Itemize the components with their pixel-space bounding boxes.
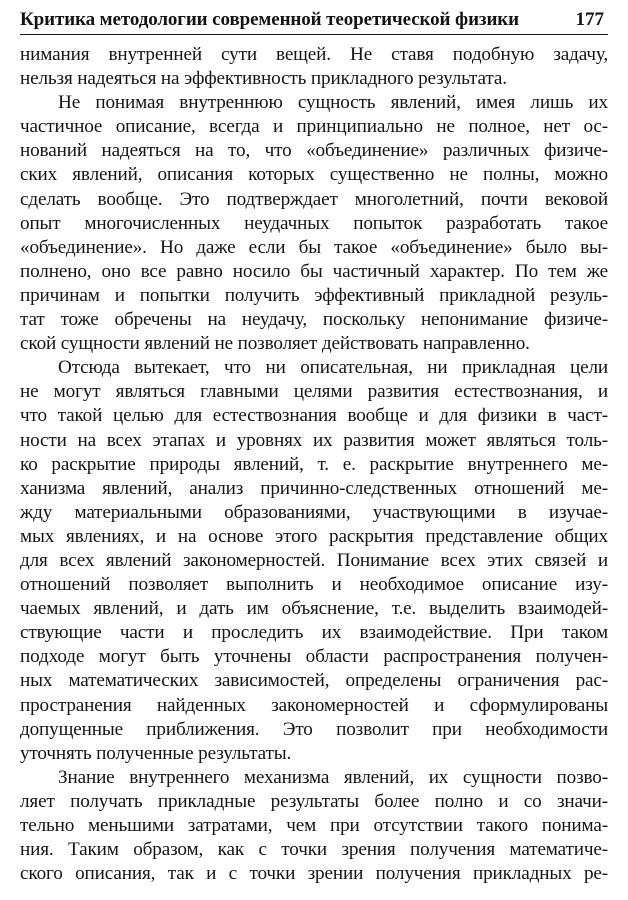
text-line: нований надеяться на то, что «объединение» различных физиче-	[20, 140, 608, 162]
body-text	[20, 43, 608, 886]
text-line: опыт многочисленных неудачных попыток разработать такое	[20, 212, 608, 234]
text-line: подходе могут быть уточнены области распространения получен-	[20, 646, 608, 668]
running-header	[20, 9, 608, 35]
page-number: 177	[575, 9, 604, 30]
text-line: жду материальными образованиями, участвующими в изучае-	[20, 501, 608, 523]
text-line: уточнять полученные результаты.	[20, 742, 292, 764]
text-line: ханизма явлений, анализ причинно-следственных отношений ме-	[20, 477, 608, 499]
paragraph-1	[20, 43, 608, 91]
text-line: Не понимая внутреннюю сущность явлений, имея лишь их	[58, 92, 608, 114]
text-line: сделать вообще. Это подтверждает многолетний, почти вековой	[20, 188, 608, 210]
text-line: ствующие части и проследить их взаимодействие. При таком	[20, 622, 608, 644]
text-line: ских явлений, описания которых существенно не полны, можно	[20, 164, 608, 186]
text-line: Отсюда вытекает, что ни описательная, ни прикладная цели	[58, 357, 608, 379]
text-line: нимания внутренней сути вещей. Не ставя подобную задачу,	[20, 44, 608, 65]
text-line: ных математических зависимостей, определены ограничения рас-	[20, 670, 608, 692]
text-line: пространения найденных закономерностей и сформулированы	[20, 694, 608, 716]
text-line: ности на всех этапах и уровнях их развития может являться толь-	[20, 429, 608, 451]
text-line: не могут являться главными целями развития естествознания, и	[20, 381, 608, 403]
book-page	[20, 9, 608, 886]
text-line: мых явлениях, и на основе этого раскрытия представление общих	[20, 525, 608, 547]
text-line: нельзя надеяться на эффективность прикладного результата.	[20, 68, 507, 90]
text-line: чаемых явлений, и дать им объяснение, т.е. выделить взаимодей-	[20, 598, 608, 620]
text-line: для всех явлений закономерностей. Понимание всех этих связей и	[20, 549, 608, 571]
text-line: отношений позволяет выполнить и необходимое описание изу-	[20, 574, 608, 596]
text-line: частичное описание, всегда и принципиально не полное, нет ос-	[20, 116, 608, 138]
text-line: тат тоже обречены на неудачу, поскольку непонимание физиче-	[20, 309, 608, 331]
text-line: ской сущности явлений не позволяет действовать направленно.	[20, 333, 530, 355]
text-line: Знание внутреннего механизма явлений, их сущности позво-	[58, 766, 608, 788]
paragraph-4	[20, 766, 608, 886]
text-line: причинам и попытки получить эффективный прикладной резуль-	[20, 284, 608, 306]
text-line: «объединение». Но даже если бы такое «объединение» было вы-	[20, 236, 608, 258]
text-line: тельно меньшими затратами, чем при отсутствии такого понима-	[20, 815, 608, 836]
text-line: что такой целью для естествознания вообще и для физики в част-	[20, 405, 608, 427]
text-line: допущенные приближения. Это позволит при необходимости	[20, 718, 608, 740]
text-line: ко раскрытие природы явлений, т. е. раскрытие внутреннего ме-	[20, 453, 608, 475]
text-line: ния. Таким образом, как с точки зрения получения математиче-	[20, 839, 608, 861]
text-line: полнено, оно все равно носило бы частичный характер. По тем же	[20, 260, 608, 282]
text-line: ского описания, так и с точки зрении получения прикладных ре-	[20, 863, 608, 885]
paragraph-3	[20, 356, 608, 766]
paragraph-2	[20, 91, 608, 356]
running-title: Критика методологии современной теоретической физики	[20, 9, 519, 30]
text-line: ляет получать прикладные результаты более полно и со значи-	[20, 790, 608, 812]
